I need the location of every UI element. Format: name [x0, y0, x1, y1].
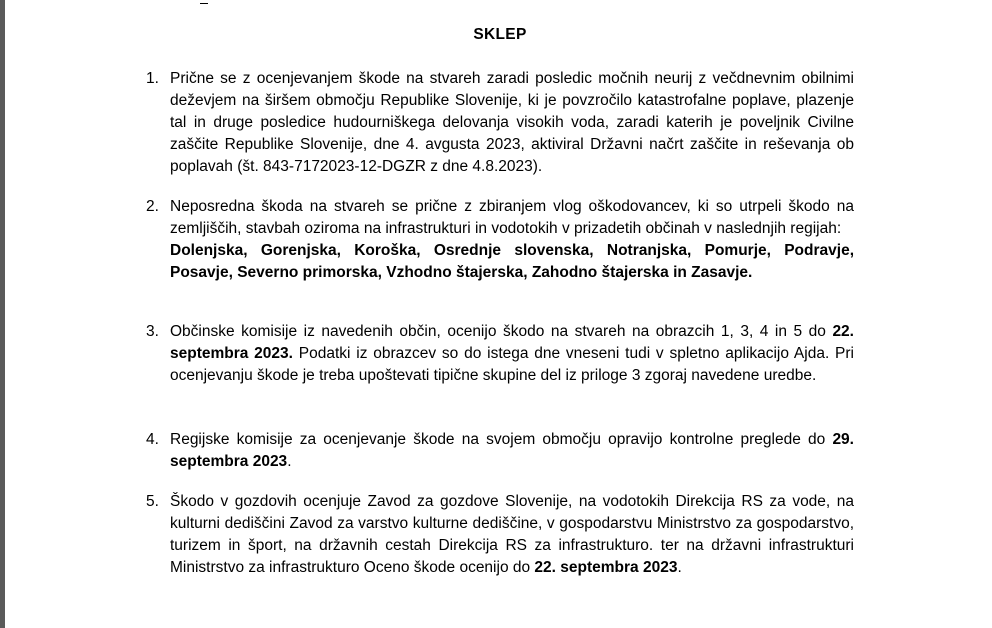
item-number: 1. [146, 70, 159, 87]
item-text-part: . [287, 453, 292, 470]
deadline-date: 29. septembra 2023 [170, 431, 854, 470]
item-number: 5. [146, 493, 159, 510]
item-number: 4. [146, 431, 159, 448]
list-item [146, 196, 854, 284]
item-text-part: Regijske komisije za ocenjevanje škode na svojem območju opravijo kontrolne preglede do [170, 431, 833, 448]
item-text: Neposredna škoda na stvareh se prične z zbiranjem vlog oškodovancev, ki so utrpeli škodo na zemljiščih, stavbah oziroma na infrastrukturi in vodotokih v prizadetih občinah v naslednjih regijah: [170, 198, 854, 237]
item-text-part: . [677, 559, 682, 576]
list-item [146, 321, 854, 387]
item-text [170, 429, 854, 473]
list-item [146, 491, 854, 579]
cut-off-text-fragment [200, 0, 208, 4]
item-text: Prične se z ocenjevanjem škode na stvareh zaradi posledic močnih neurij z večdnevnim obilnimi deževjem na širšem območju Republike Slovenije, ki je povzročilo katastrofalne poplave, plazenje tal in druge posledice hudourniškega delovanja visokih voda, zaradi katerih je poveljnik Civilne zaščite Republike Slovenije, dne 4. avgusta 2023, aktiviral Državni načrt zaščite in reševanja ob poplavah (št. 843-7172023-12-DGZR z dne 4.8.2023). [170, 70, 854, 175]
page-title: SKLEP [473, 26, 527, 43]
item-text-part: Podatki iz obrazcev so do istega dne vneseni tudi v spletno aplikacijo Ajda. Pri ocenjevanju škode je treba upoštevati tipične skupine del iz priloge 3 zgoraj navedene uredbe. [170, 345, 854, 384]
item-text [170, 491, 854, 579]
item-number: 3. [146, 323, 159, 340]
item-text [170, 321, 854, 387]
item-text-part: Škodo v gozdovih ocenjuje Zavod za gozdove Slovenije, na vodotokih Direkcija RS za vode, na kulturni dediščini Zavod za varstvo kulturne dediščine, v gospodarstvu Ministrstvo za gospodarstvo, turizem in šport, na državnih cestah Direkcija RS za infrastrukturo. ter na državni infrastrukturi Ministrstvo za infrastrukturo Oceno škode ocenijo do [170, 493, 854, 576]
regions-list: Dolenjska, Gorenjska, Koroška, Osrednje slovenska, Notranjska, Pomurje, Podravje, Posavje, Severno primorska, Vzhodno štajerska, Zahodno štajerska in Zasavje. [170, 242, 854, 281]
item-text-part: Občinske komisije iz navedenih občin, ocenijo škodo na stvareh na obrazcih 1, 3, 4 in 5 do [170, 323, 833, 340]
list-item [146, 429, 854, 473]
item-number: 2. [146, 198, 159, 215]
list-item [146, 68, 854, 178]
deadline-date: 22. septembra 2023 [534, 559, 678, 576]
deadline-date: 22. septembra 2023. [170, 323, 854, 362]
viewer-left-edge [0, 0, 5, 628]
